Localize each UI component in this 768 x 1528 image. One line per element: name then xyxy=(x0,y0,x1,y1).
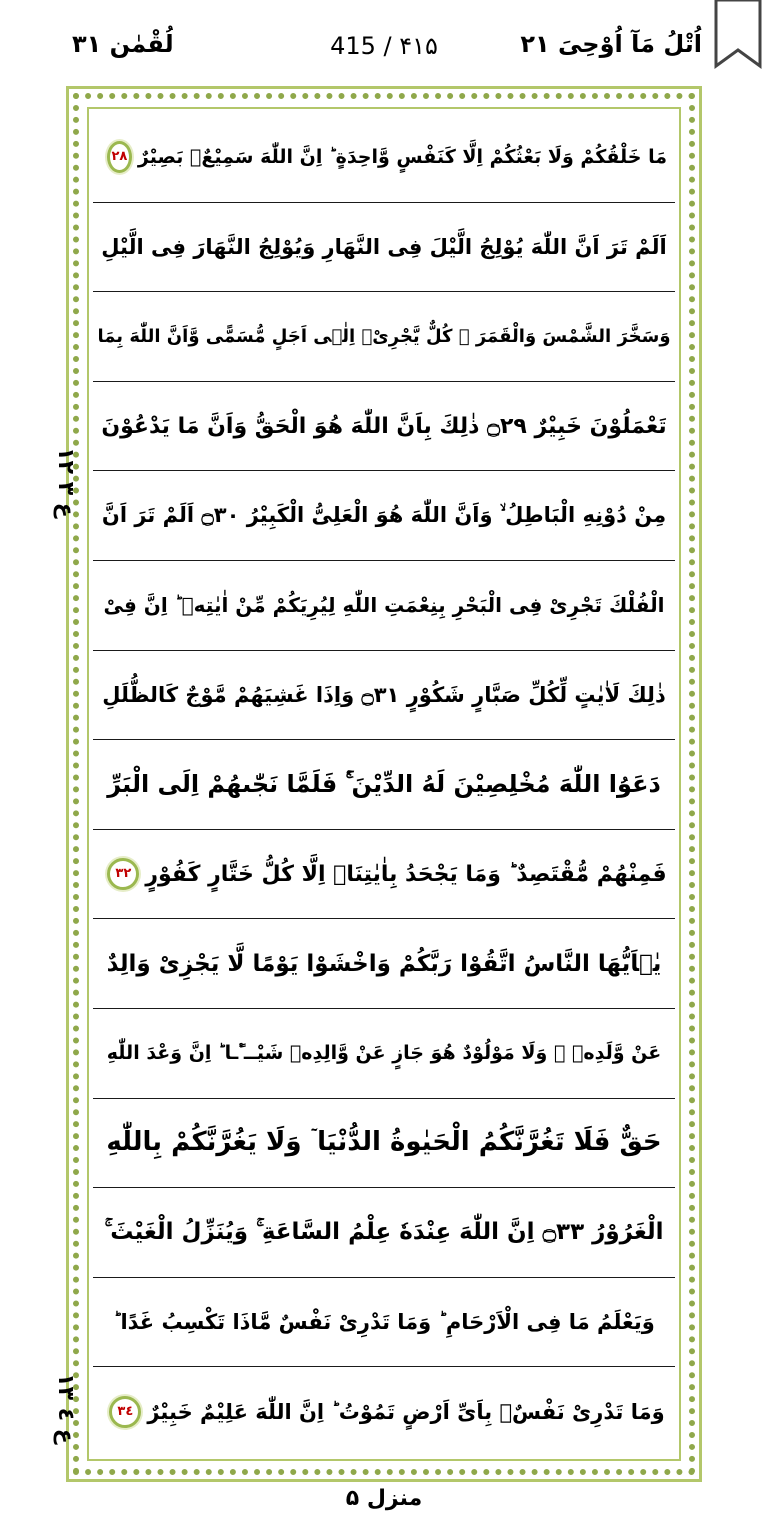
ruku-mark-1: ع ٣ ١٢ xyxy=(52,447,78,518)
ayah-number-marker: ٣٢ xyxy=(107,858,139,890)
text-line xyxy=(93,561,675,651)
line-text: مِنْ دُوْنِهِ الْبَاطِلُ ۙ وَاَنَّ اللّٰهَ هُوَ الْعَلِیُّ الْكَبِیْرُ ۝٣٠ اَلَمْ تَرَ اَنَّ xyxy=(101,503,667,528)
text-line xyxy=(93,1099,675,1189)
bookmark-icon[interactable] xyxy=(708,0,768,72)
text-line xyxy=(93,1009,675,1099)
line-text: ذٰلِكَ لَاٰیٰتٍ لِّكُلِّ صَبَّارٍ شَكُوْرٍ ۝٣١ وَاِذَا غَشِیَهُمْ مَّوْجٌ كَالظُّلَلِ xyxy=(102,682,666,707)
line-text: وَیَعْلَمُ مَا فِی الْاَرْحَامِ ؕ وَمَا تَدْرِیْ نَفْسٌ مَّاذَا تَكْسِبُ غَدًا ؕ xyxy=(113,1310,655,1335)
text-line xyxy=(93,1188,675,1278)
text-line xyxy=(93,382,675,472)
text-line xyxy=(93,1278,675,1368)
text-line xyxy=(93,203,675,293)
line-text: وَمَا تَدْرِیْ نَفْسٌۢ بِاَیِّ اَرْضٍ تَمُوْتُ ؕ اِنَّ اللّٰهَ عَلِیْمٌ خَبِیْرٌ xyxy=(147,1400,665,1425)
text-line xyxy=(93,292,675,382)
line-text: اَلَمْ تَرَ اَنَّ اللّٰهَ یُوْلِجُ الَّیْلَ فِی النَّهَارِ وَیُوْلِجُ النَّهَارَ فِی الَّیْلِ xyxy=(101,234,667,259)
surah-name: لُقْمٰن ٣١ xyxy=(72,30,174,58)
text-line xyxy=(93,830,675,920)
page-number: 415 / ۴۱۵ xyxy=(330,32,438,60)
line-text: دَعَوُا اللّٰهَ مُخْلِصِیْنَ لَهُ الدِّیْنَ ۚ۬ فَلَمَّا نَجّٰىهُمْ اِلَی الْبَرِّ xyxy=(107,770,661,799)
text-line xyxy=(93,1367,675,1457)
text-line xyxy=(93,113,675,203)
line-text: مَا خَلْقُكُمْ وَلَا بَعْثُكُمْ اِلَّا كَنَفْسٍ وَّاحِدَةٍ ؕ اِنَّ اللّٰهَ سَمِیْعٌۢ بَصِیْرٌ xyxy=(137,146,667,169)
line-text: عَنْ وَّلَدِهٖ ؗ وَلَا مَوْلُوْدٌ هُوَ جَازٍ عَنْ وَّالِدِهٖ شَیْــٴًـا ؕ اِنَّ وَعْدَ اللّٰهِ xyxy=(106,1042,662,1065)
line-text: فَمِنْهُمْ مُّقْتَصِدٌ ؕ وَمَا یَجْحَدُ بِاٰیٰتِنَاۤ اِلَّا كُلُّ خَتَّارٍ كَفُوْرٍ xyxy=(145,861,667,887)
text-line xyxy=(93,651,675,741)
line-text: حَقٌّ فَلَا تَغُرَّنَّكُمُ الْحَیٰوةُ الدُّنْیَا ٙ وَلَا یَغُرَّنَّكُمْ بِاللّٰهِ xyxy=(106,1127,662,1158)
page-header xyxy=(0,0,768,90)
ayah-number-marker: ٢٨ xyxy=(107,141,132,173)
ayah-number-marker: ٣٤ xyxy=(109,1396,141,1428)
line-text: وَسَخَّرَ الشَّمْسَ وَالْقَمَرَ ؗ كُلٌّ یَّجْرِیْۤ اِلٰۤی اَجَلٍ مُّسَمًّی وَّاَنَّ اللّٰهَ بِمَا xyxy=(97,325,671,347)
line-text: الْغَرُوْرُ ۝٣٣ اِنَّ اللّٰهَ عِنْدَهٗ عِلْمُ السَّاعَةِ ۚ وَیُنَزِّلُ الْغَیْثَ ۚ xyxy=(104,1219,664,1246)
ruku-mark-2: ع ٤ ١٣ xyxy=(52,1373,78,1444)
text-line xyxy=(93,740,675,830)
line-text: تَعْمَلُوْنَ خَبِیْرٌ ۝٢٩ ذٰلِكَ بِاَنَّ اللّٰهَ هُوَ الْحَقُّ وَاَنَّ مَا یَدْعُوْنَ xyxy=(101,413,667,439)
line-text: الْفُلْكَ تَجْرِیْ فِی الْبَحْرِ بِنِعْمَتِ اللّٰهِ لِیُرِیَكُمْ مِّنْ اٰیٰتِهٖ ؕ اِنَّ فِیْ xyxy=(103,593,665,618)
page-frame xyxy=(66,86,702,1482)
quran-text-lines xyxy=(93,113,675,1457)
text-line xyxy=(93,919,675,1009)
juz-name: اُتْلُ مَآ اُوْحِیَ ٢١ xyxy=(520,30,702,58)
text-line xyxy=(93,471,675,561)
line-text: یٰۤاَیُّهَا النَّاسُ اتَّقُوْا رَبَّكُمْ وَاخْشَوْا یَوْمًا لَّا یَجْزِیْ وَالِدٌ xyxy=(106,950,662,977)
manzil-label: منزل ۵ xyxy=(345,1486,423,1511)
